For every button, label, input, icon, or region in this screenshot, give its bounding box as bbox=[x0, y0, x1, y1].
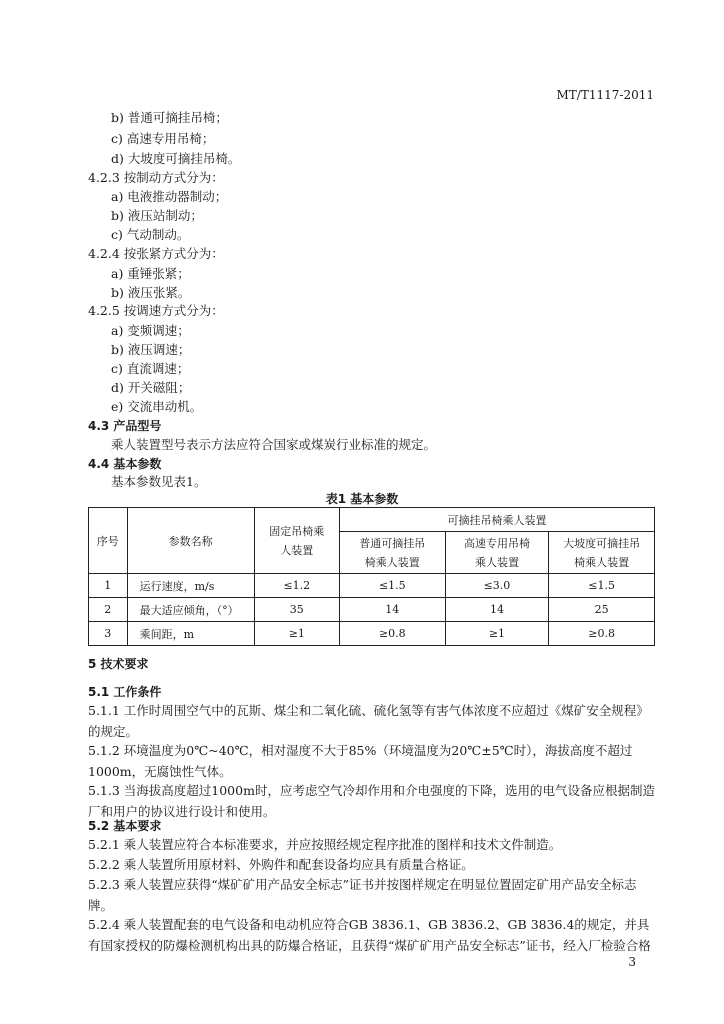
table-row bbox=[89, 598, 655, 622]
table-cell: ≤1.5 bbox=[549, 574, 655, 598]
table-cell: ≤3.0 bbox=[445, 574, 549, 598]
paragraph-5-1-1: 5.1.1 工作时周围空气中的瓦斯、煤尘和二氧化硫、硫化氢等有害气体浓度不应超过《煤矿安全规程》的规定。 bbox=[88, 703, 649, 739]
section-heading-4-3: 4.3 产品型号 bbox=[88, 419, 162, 433]
list-item: d) 大坡度可摘挂吊椅。 bbox=[111, 151, 241, 166]
paragraph-5-2-2: 5.2.2 乘人装置所用原材料、外购件和配套设备均应具有质量合格证。 bbox=[88, 857, 474, 872]
list-item: a) 电液推动器制动； bbox=[111, 189, 228, 204]
section-heading-5-1: 5.1 工作条件 bbox=[88, 685, 162, 699]
table-cell: 2 bbox=[89, 598, 128, 622]
parameters-table bbox=[88, 507, 655, 646]
table-cell: 乘间距，m bbox=[127, 622, 254, 646]
paragraph-5-1-2: 5.1.2 环境温度为0℃~40℃，相对湿度不大于85%（环境温度为20℃±5℃时），海拔高度不超过1000m，无腐蚀性气体。 bbox=[88, 743, 633, 779]
list-item: 4.2.5 按调速方式分为： bbox=[88, 303, 224, 318]
section-heading-4-4: 4.4 基本参数 bbox=[88, 457, 162, 471]
table-cell: 25 bbox=[549, 598, 655, 622]
table-cell: 14 bbox=[339, 598, 445, 622]
table-cell: 35 bbox=[254, 598, 339, 622]
table-cell: 3 bbox=[89, 622, 128, 646]
table-row bbox=[89, 574, 655, 598]
list-item: a) 变频调速； bbox=[111, 323, 190, 338]
table-cell: 运行速度，m/s bbox=[127, 574, 254, 598]
table-cell: 1 bbox=[89, 574, 128, 598]
header-cell-fixed: 固定吊椅乘人装置 bbox=[254, 508, 339, 574]
list-item: c) 直流调速； bbox=[111, 361, 190, 376]
list-item: 4.2.4 按张紧方式分为： bbox=[88, 246, 224, 261]
header-cell-sub-3: 大坡度可摘挂吊椅乘人装置 bbox=[549, 532, 655, 574]
list-item: b) 液压张紧。 bbox=[111, 285, 191, 300]
list-item: 4.2.3 按制动方式分为： bbox=[88, 170, 224, 185]
table-cell: ≤1.5 bbox=[339, 574, 445, 598]
paragraph-5-1-3: 5.1.3 当海拔高度超过1000m时，应考虑空气冷却作用和介电强度的下降，选用的电气设备应根据制造厂和用户的协议进行设计和使用。 bbox=[88, 783, 655, 819]
table-caption: 表1 基本参数 bbox=[325, 492, 399, 506]
list-item: b) 液压调速； bbox=[111, 342, 191, 357]
table-cell: ≥0.8 bbox=[339, 622, 445, 646]
table-cell: ≥1 bbox=[445, 622, 549, 646]
section-text-4-4: 基本参数见表1。 bbox=[111, 474, 207, 489]
header-cell-group: 可摘挂吊椅乘人装置 bbox=[339, 508, 654, 532]
table-cell: ≥1 bbox=[254, 622, 339, 646]
section-heading-5: 5 技术要求 bbox=[88, 657, 149, 671]
table-cell: ≤1.2 bbox=[254, 574, 339, 598]
table-cell: ≥0.8 bbox=[549, 622, 655, 646]
table-cell: 14 bbox=[445, 598, 549, 622]
paragraph-5-2-4: 5.2.4 乘人装置配套的电气设备和电动机应符合GB 3836.1、GB 3836.2、GB 3836.4的规定，并具有国家授权的防爆检测机构出具的防爆合格证，且获得“煤矿矿用产品安全标志”证书，经入厂检验合格 bbox=[88, 917, 651, 953]
list-item: b) 液压站制动； bbox=[111, 208, 203, 223]
list-item: d) 开关磁阻； bbox=[111, 380, 191, 395]
standard-number: MT/T1117-2011 bbox=[556, 88, 654, 102]
header-cell-sub-2: 高速专用吊椅乘人装置 bbox=[445, 532, 549, 574]
list-item: c) 气动制动。 bbox=[111, 227, 190, 242]
list-item: c) 高速专用吊椅； bbox=[111, 131, 215, 146]
list-item: e) 交流串动机。 bbox=[111, 399, 203, 414]
section-heading-5-2: 5.2 基本要求 bbox=[88, 819, 162, 833]
section-text-4-3: 乘人装置型号表示方法应符合国家或煤炭行业标准的规定。 bbox=[111, 437, 437, 452]
table-cell: 最大适应倾角，（°） bbox=[127, 598, 254, 622]
list-item: b) 普通可摘挂吊椅； bbox=[111, 110, 228, 125]
list-item: a) 重锤张紧； bbox=[111, 266, 190, 281]
paragraph-5-2-1: 5.2.1 乘人装置应符合本标准要求，并应按照经规定程序批准的图样和技术文件制造。 bbox=[88, 837, 562, 852]
header-cell-param: 参数名称 bbox=[127, 508, 254, 574]
page-number: 3 bbox=[628, 955, 636, 969]
header-cell-no: 序号 bbox=[89, 508, 128, 574]
paragraph-5-2-3: 5.2.3 乘人装置应获得“煤矿矿用产品安全标志”证书并按图样规定在明显位置固定矿用产品安全标志牌。 bbox=[88, 877, 637, 913]
table-row bbox=[89, 622, 655, 646]
header-cell-sub-1: 普通可摘挂吊椅乘人装置 bbox=[339, 532, 445, 574]
